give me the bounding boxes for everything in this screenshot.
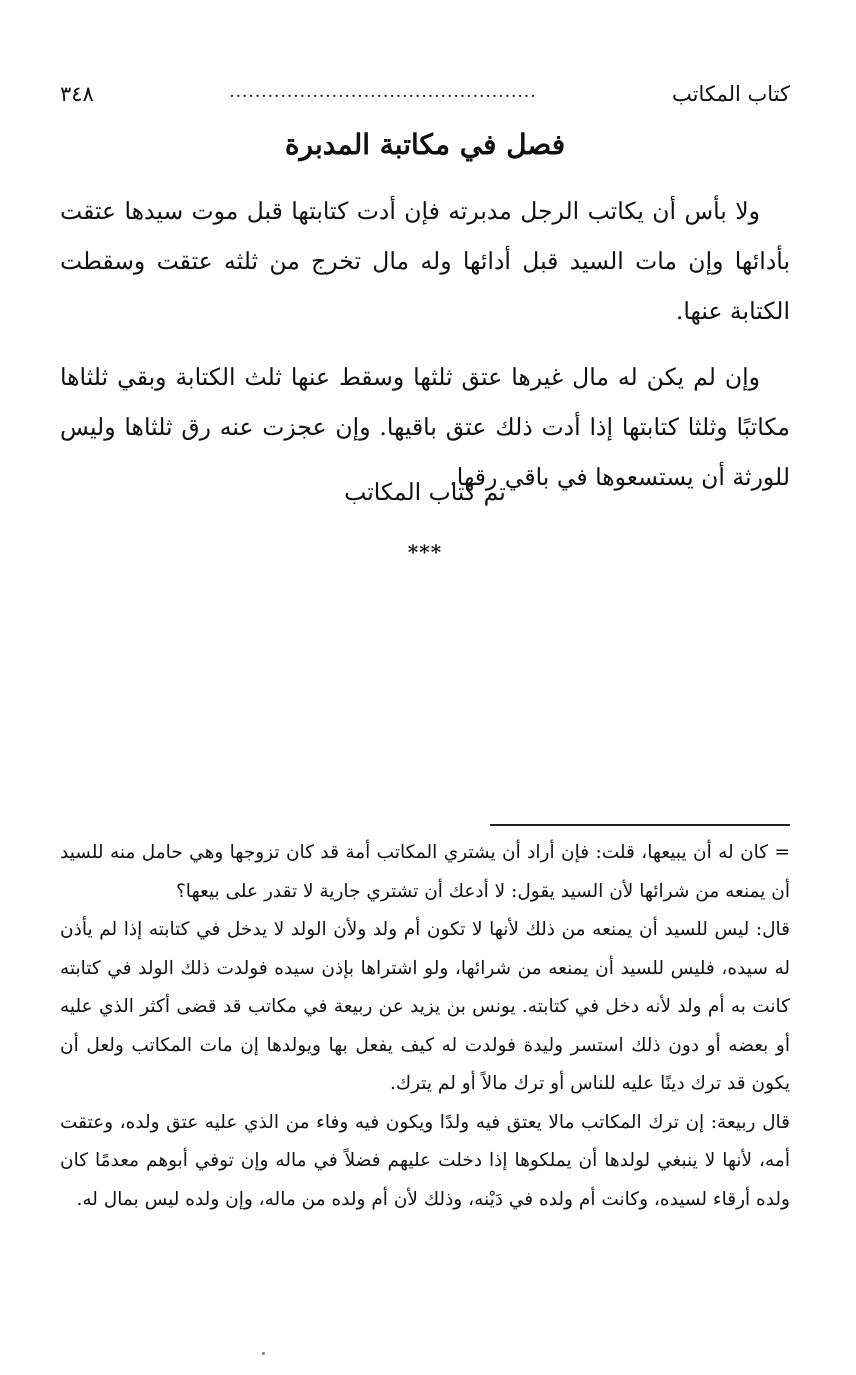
running-header [60,66,790,106]
page-number: ٣٤٨ [60,82,94,106]
body-paragraph: وإن لم يكن له مال غيرها عتق ثلثها وسقط عنها ثلث الكتابة وبقي ثلثاها مكاتبًا وثلثا كتابتها إذا أدت ذلك عتق باقيها. وإن عجزت عنه رق ثلثاها وليس للورثة أن يستسعوها في باقي رقها. [60,363,790,491]
footnotes [60,834,790,1219]
header-leader-dots: ................................................ [229,82,537,102]
footnote-paragraph: = كان له أن يبيعها، قلت: فإن أراد أن يشتري المكاتب أمة قد كان تزوجها وهي حامل منه للسيد أن يمنعه من شرائها لأن السيد يقول: لا أدعك أن تشتري جارية لا تقدر على بيعها؟ [60,842,790,902]
footnote-separator [490,824,790,826]
footnote-paragraph: قال: ليس للسيد أن يمنعه من ذلك لأنها لا تكون أم ولد ولأن الولد لا يدخل في كتابته إذا لم يأذن له سيده، فليس للسيد أن يمنعه من شرائها، ولو اشتراها بإذن سيده فولدت ذلك الولد في كتابته كانت به أم ولد لأنه دخل في كتابته. يونس بن يزيد عن ربيعة في مكاتب قد قضى أكثر الذي عليه أو بعضه أو دون ذلك استسر وليدة فولدت له كيف يفعل بها ويولدها إن مات المكاتب ولعل أن يكون قد ترك دينًا عليه للناس أو ترك مالاً أو لم يترك. [60,919,790,1094]
book-end-line: تم كتاب المكاتب [344,478,506,506]
section-heading: فصل في مكاتبة المدبرة [284,128,566,161]
print-speck [262,1352,265,1355]
section-ornament: *** [407,540,443,564]
header-book-title: كتاب المكاتب [671,82,790,106]
footnote-paragraph: قال ربيعة: إن ترك المكاتب مالا يعتق فيه ولدًا ويكون فيه وفاء من الذي عليه عتق ولده، وعتقت أمه، لأنها لا ينبغي لولدها أن يملكوها إذا دخلت عليهم فضلاً في ماله وإن توفي أبوهم معدمًا كان ولده أرقاء لسيده، وكانت أم ولده في دَيْنه، وذلك لأن أم ولده من ماله، وإن ولده ليس بمال له. [60,1111,790,1210]
body-paragraph: ولا بأس أن يكاتب الرجل مدبرته فإن أدت كتابتها قبل موت سيدها عتقت بأدائها وإن مات السيد قبل أدائها وله مال تخرج من ثلثه عتقت وسقطت الكتابة عنها. [60,197,790,325]
main-text [60,186,790,502]
